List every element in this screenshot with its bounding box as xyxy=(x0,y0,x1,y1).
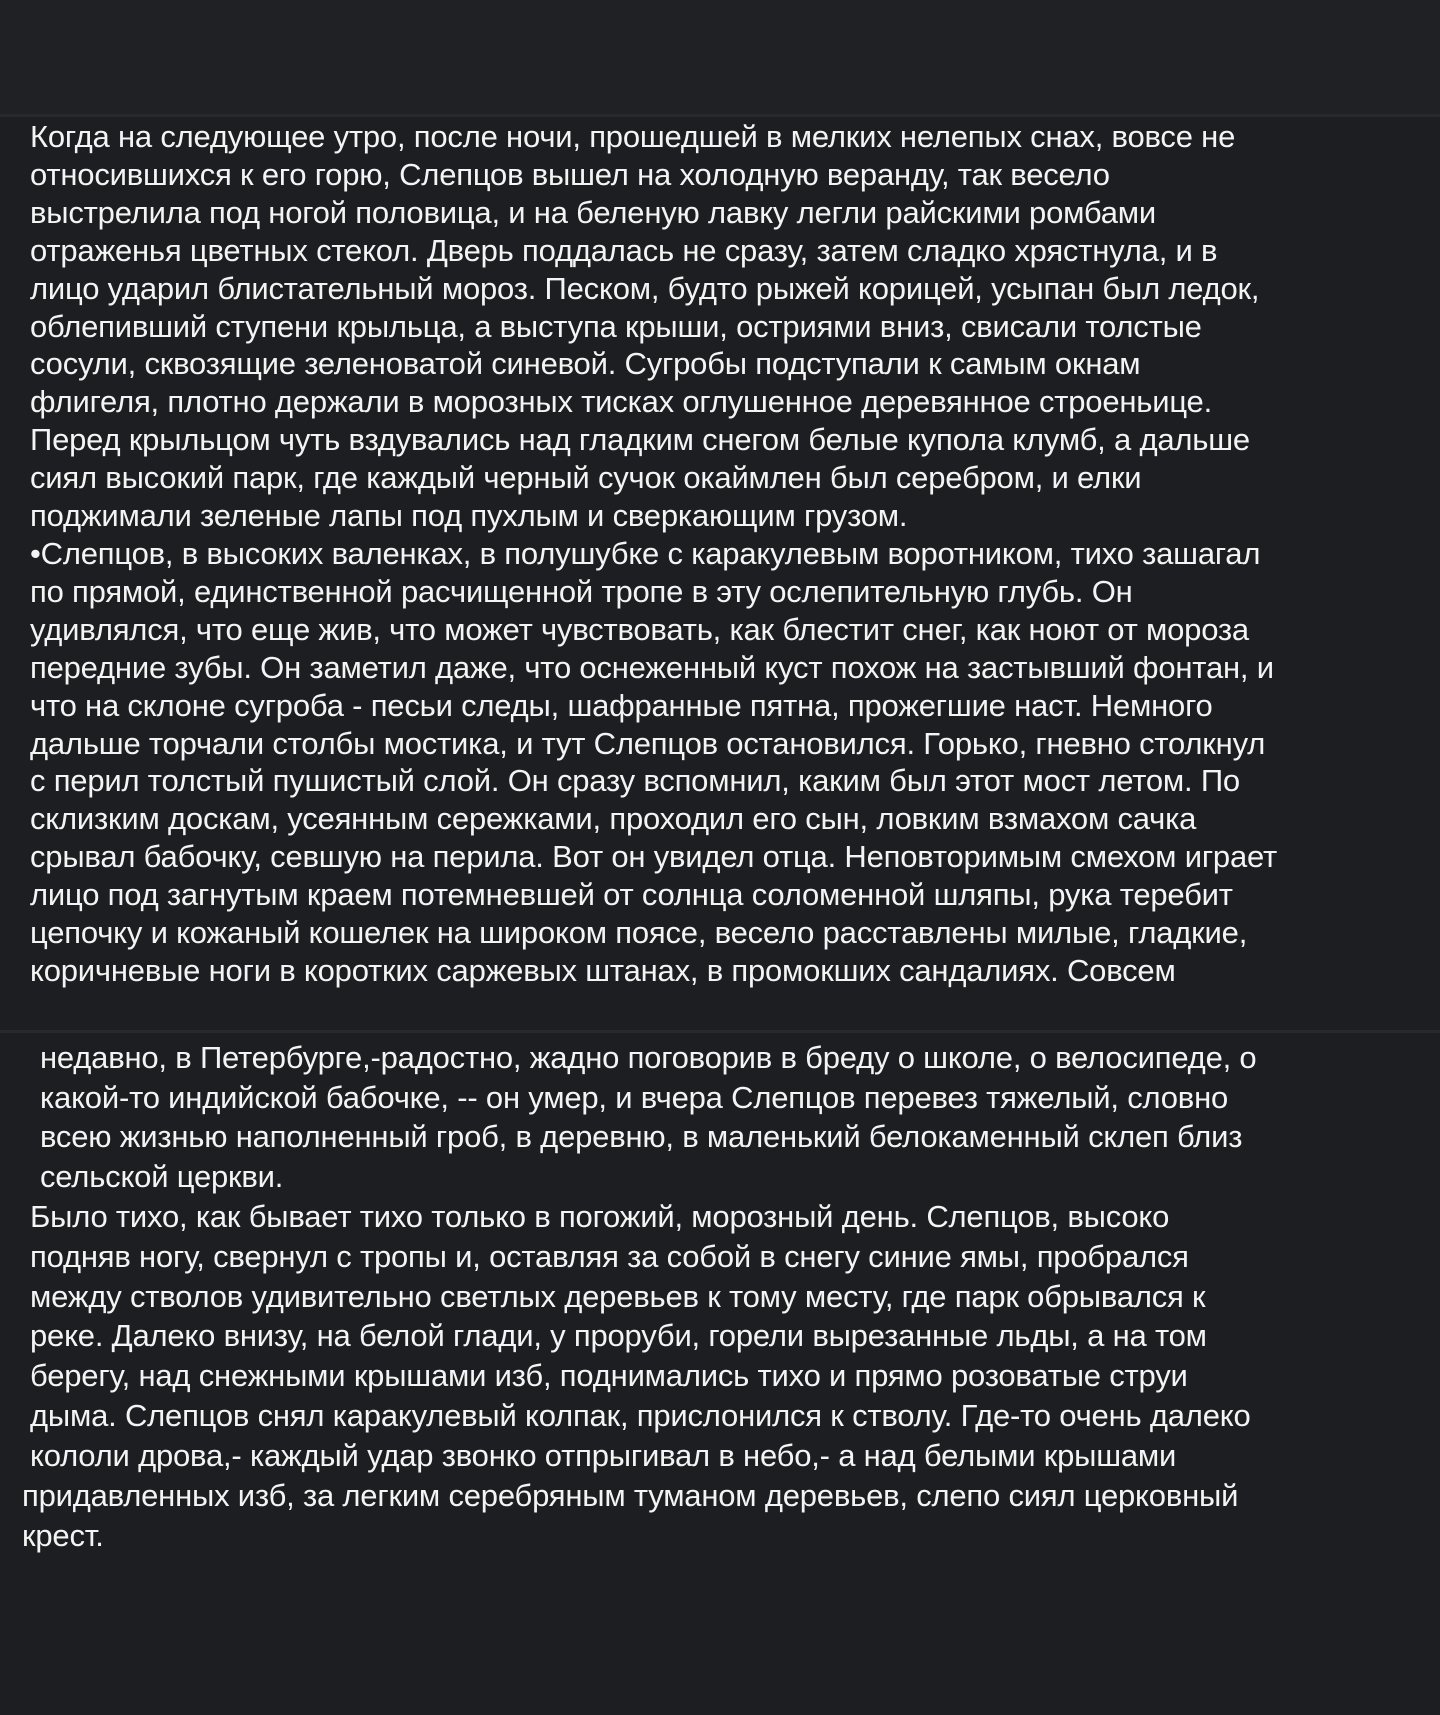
text-block-2: недавно, в Петербурге,-радостно, жадно поговорив в бреду о школе, о велосипеде, о какой-то индийской бабочке, -- он умер, и вчера Слепцов перевез тяжелый, словно всею жизнью наполненный гроб, в деревню, в маленький белокаменный склеп близ сельской церкви. xyxy=(40,1040,1257,1194)
text-block-4: придавленных изб, за легким серебряным туманом деревьев, слепо сиял церковный крест. xyxy=(22,1478,1239,1553)
screenshot-seam-middle xyxy=(0,1030,1440,1033)
text-block-3: Было тихо, как бывает тихо только в погожий, морозный день. Слепцов, высоко подняв ногу, свернул с тропы и, оставляя за собой в снегу синие ямы, пробрался между стволов удивительно светлых деревьев к тому месту, где парк обрывался к реке. Далеко внизу, на белой глади, у проруби, горели вырезанные льды, а на том берегу, над снежными крышами изб, поднимались тихо и прямо розоватые струи дыма. Слепцов снял каракулевый колпак, прислонился к стволу. Где-то очень далеко кололи дрова,- каждый удар звонко отпрыгивал в небо,- а над белыми крышами xyxy=(30,1199,1251,1473)
text-block-1: Когда на следующее утро, после ночи, прошедшей в мелких нелепых снах, вовсе не относившихся к его горю, Слепцов вышел на холодную веранду, так весело выстрелила под ногой половица, и на беленую лавку легли райскими ромбами отраженья цветных стекол. Дверь поддалась не сразу, затем сладко хрястнула, и в лицо ударил блистательный мороз. Песком, будто рыжей корицей, усыпан был ледок, облепивший ступени крыльца, а выступа крыши, остриями вниз, свисали толстые сосули, сквозящие зеленоватой синевой. Сугробы подступали к самым окнам флигеля, плотно держали в морозных тисках оглушенное деревянное строеньице. Перед крыльцом чуть вздувались над гладким снегом белые купола клумб, а дальше сиял высокий парк, где каждый черный сучок окаймлен был серебром, и елки поджимали зеленые лапы под пухлым и сверкающим грузом. •Слепцов, в высоких валенках, в полушубке с каракулевым воротником, тихо зашагал по прямой, единственной расчищенной тропе в эту ослепительную глубь. Он удивлялся, что еще жив, что может чувствовать, как блестит снег, как ноют от мороза передние зубы. Он заметил даже, что оснеженный куст похож на застывший фонтан, и что на склоне сугроба - песьи следы, шафранные пятна, прожегшие наст. Немного дальше торчали столбы мостика, и тут Слепцов остановился. Горько, гневно столкнул с перил толстый пушистый слой. Он сразу вспомнил, каким был этот мост летом. По склизким доскам, усеянным сережками, проходил его сын, ловким взмахом сачка срывал бабочку, севшую на перила. Вот он увидел отца. Неповторимым смехом играет лицо под загнутым краем потемневшей от солнца соломенной шляпы, рука теребит цепочку и кожаный кошелек на широком поясе, весело расставлены милые, гладкие, коричневые ноги в коротких саржевых штанах, в промокших сандалиях. Совсем xyxy=(30,119,1278,988)
top-empty-area xyxy=(0,0,1440,116)
screenshot-seam-top xyxy=(0,114,1440,117)
